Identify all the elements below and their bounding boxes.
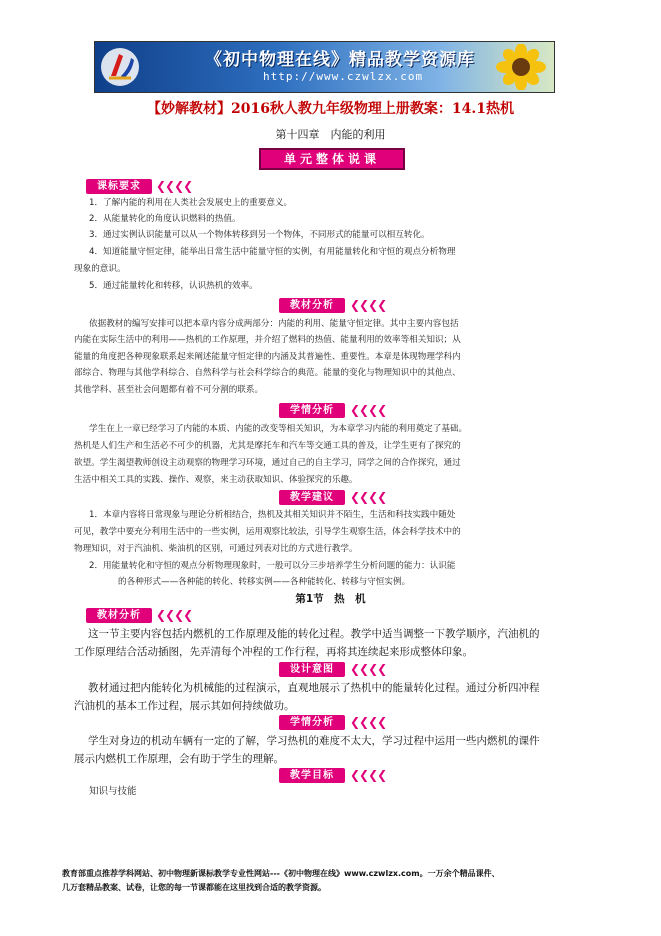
chevrons-icon: ❮❮❮❮ [350, 715, 387, 729]
chevrons-icon: ❮❮❮❮ [350, 490, 387, 504]
text-line: 这一节主要内容包括内燃机的工作原理及能的转化过程。教学中适当调整一下教学顺序，汽油机的 [88, 628, 540, 640]
section-header-teaching-objectives: 教学目标 [279, 768, 345, 783]
text-line: 2．从能量转化的角度认识燃料的热值。 [89, 214, 241, 224]
chevrons-icon: ❮❮❮❮ [350, 403, 387, 417]
section-header-teaching-suggestions: 教学建议 [279, 490, 345, 505]
text-line: 学生对身边的机动车辆有一定的了解，学习热机的难度不太大，学习过程中运用一些内燃机的课件 [88, 735, 540, 747]
chevrons-icon: ❮❮❮❮ [156, 608, 193, 622]
text-line: 内能在实际生活中的利用——热机的工作原理，并介绍了燃料的热值、能量利用的效率等相关知识；从 [74, 335, 461, 345]
text-line: 工作原理结合活动插图，先弄清每个冲程的工作行程，再将其连续起来形成整体印象。 [74, 646, 473, 658]
chevrons-icon: ❮❮❮❮ [350, 662, 387, 676]
text-line: 4．知道能量守恒定律，能举出日常生活中能量守恒的实例，有用能量转化和守恒的观点分析物理 [89, 247, 456, 257]
text-line: 5．通过能量转化和转移，认识热机的效率。 [89, 281, 258, 291]
section-header-textbook-analysis-2: 教材分析 [86, 608, 152, 623]
text-line: 欲望。学生渴望教师创设主动观察的物理学习环境，通过自己的自主学习，同学之间的合作探究，通过 [74, 458, 461, 468]
text-line: 3．通过实例认识能量可以从一个物体转移到另一个物体，不同形式的能量可以相互转化。 [89, 230, 430, 240]
site-logo-icon [99, 46, 141, 88]
banner-title: 《初中物理在线》精品教学资源库 [205, 50, 475, 70]
text-line: 2．用能量转化和守恒的观点分析物理现象时，一般可以分三步培养学生分析问题的能力：认识能 [89, 561, 456, 571]
text-line: 学生在上一章已经学习了内能的本质、内能的改变等相关知识，为本章学习内能的利用奠定了基础。 [89, 424, 468, 434]
text-line: 其他学科、甚至社会问题都有着不可分割的联系。 [74, 385, 264, 395]
section-header-learner-analysis-2: 学情分析 [279, 715, 345, 730]
section-header-learner-analysis: 学情分析 [279, 403, 345, 418]
text-line: 展示内燃机工作原理，会有助于学生的理解。 [74, 753, 284, 765]
footer-line: 教育部重点推荐学科网站、初中物理新课标教学专业性网站---《初中物理在线》www.czwlzx.com。一万余个精品课件、 [62, 869, 500, 878]
section-title: 第1节 热 机 [295, 593, 366, 605]
sunflower-icon [492, 44, 550, 90]
text-line: 现象的意识。 [74, 264, 126, 274]
text-line: 部综合、物理与其他学科综合、自然科学与社会科学综合的典范。能量的变化与物理知识中的其他点、 [74, 368, 461, 378]
chapter-heading: 第十四章 内能的利用 [275, 128, 386, 141]
text-line: 的各种形式——各种能的转化、转移实例——各种能转化、转移与守恒实例。 [118, 577, 411, 587]
text-line: 生活中相关工具的实践、操作、观察，来主动获取知识、体验探究的乐趣。 [74, 475, 358, 485]
section-header-standards: 课标要求 [86, 179, 152, 194]
text-line: 知识与技能 [89, 786, 137, 797]
text-line: 可见，教学中要充分利用生活中的一些实例，运用观察比较法，引导学生观察生活，体会科学技术中的 [74, 527, 461, 537]
unit-header: 单元整体说课 [259, 148, 405, 170]
text-line: 依据教材的编写安排可以把本章内容分成两部分：内能的利用、能量守恒定律。其中主要内容包括 [89, 319, 459, 329]
text-line: 教材通过把内能转化为机械能的过程演示，直观地展示了热机中的能量转化过程。通过分析四冲程 [88, 682, 540, 694]
text-line: 汽油机的基本工作过程，展示其如何持续做功。 [74, 700, 295, 712]
chevrons-icon: ❮❮❮❮ [350, 768, 387, 782]
document-title: 【妙解教材】2016秋人教九年级物理上册教案：14.1热机 [146, 101, 515, 117]
text-line: 1．本章内容将日常现象与理论分析相结合，热机及其相关知识并不陌生，生活和科技实践中随处 [89, 510, 456, 520]
text-line: 热机是人们生产和生活必不可少的机器，尤其是摩托车和汽车等交通工具的普及，让学生更有了探究的 [74, 441, 461, 451]
chevrons-icon: ❮❮❮❮ [156, 179, 193, 193]
text-line: 物理知识，对于汽油机、柴油机的区别，可通过列表对比的方式进行教学。 [74, 544, 358, 554]
banner-url[interactable]: http://www.czwlzx.com [263, 70, 424, 83]
section-header-design-intent: 设计意图 [279, 662, 345, 677]
chevrons-icon: ❮❮❮❮ [350, 298, 387, 312]
text-line: 能量的角度把各种现象联系起来阐述能量守恒定律的内涵及其普遍性、重要性。本章是体现物理学科内 [74, 352, 461, 362]
footer-line: 几万套精品教案、试卷，让您的每一节课都能在这里找到合适的教学资源。 [62, 883, 326, 892]
site-banner [94, 41, 555, 93]
section-header-textbook-analysis: 教材分析 [279, 298, 345, 313]
text-line: 1．了解内能的利用在人类社会发展史上的重要意义。 [89, 198, 293, 208]
